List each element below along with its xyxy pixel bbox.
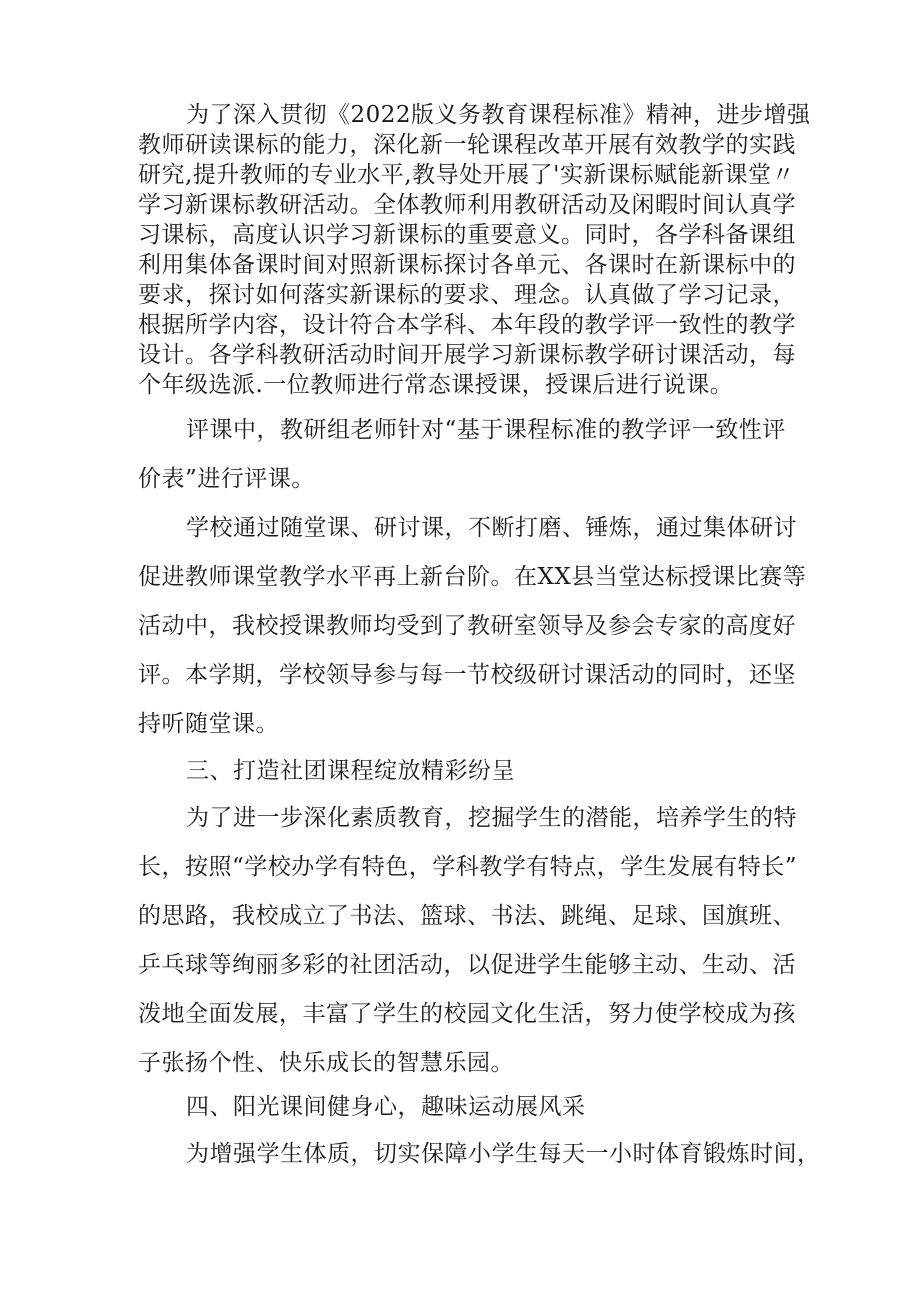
text-line: 学校通过随堂课、研讨课，不断打磨、锤炼，通过集体研讨 bbox=[186, 515, 797, 541]
section-heading-4 bbox=[138, 1083, 790, 1132]
text-line: 根据所学内容，设计符合本学科、本年段的教学评一致性的教学 bbox=[138, 312, 796, 338]
text-line: 乒乓球等绚丽多彩的社团活动，以促进学生能够主动、生动、活 bbox=[138, 952, 796, 978]
text-line: 为增强学生体质，切实保障小学生每天一小时体育锻炼时间， bbox=[186, 1141, 821, 1167]
text-line: 活动中，我校授课教师均受到了教研室领导及参会专家的高度好 bbox=[138, 613, 796, 639]
text-line: 评课中，教研组老师针对“基于课程标准的教学评一致性评 bbox=[186, 417, 786, 443]
text-line: 要求，探讨如何落实新课标的要求、理念。认真做了学习记录， bbox=[138, 282, 796, 308]
paragraph-3 bbox=[138, 504, 807, 749]
text-line: 利用集体备课时间对照新课标探讨各单元、各课时在新课标中的 bbox=[138, 252, 796, 278]
section-heading: 四、阳光课间健身心，趣味运动展风采 bbox=[186, 1094, 586, 1120]
text-line: 评。本学期，学校领导参与每一节校级研讨课活动的同时，还坚 bbox=[138, 662, 796, 688]
text-line: 泼地全面发展，丰富了学生的校园文化生活，努力使学校成为孩 bbox=[138, 1001, 796, 1027]
text-line: 长，按照“学校办学有特色，学科教学有特点，学生发展有特长” bbox=[138, 854, 798, 880]
text-line: 的思路，我校成立了书法、篮球、书法、跳绳、足球、国旗班、 bbox=[138, 903, 796, 929]
text-line: 设计。各学科教研活动时间开展学习新课标教学研讨课活动，每 bbox=[138, 342, 796, 368]
section-heading-3 bbox=[138, 747, 790, 796]
text-line: 为了进一步深化素质教育，挖掘学生的潜能，培养学生的特 bbox=[186, 805, 797, 831]
text-line: 为了深入贯彻《2022版义务教育课程标准》精神，进步增强 bbox=[186, 102, 811, 128]
paragraph-4 bbox=[138, 794, 798, 1088]
text-line: 价表”进行评课。 bbox=[138, 466, 315, 492]
paragraph-5 bbox=[138, 1130, 821, 1179]
text-line: 子张扬个性、快乐成长的智慧乐园。 bbox=[138, 1050, 514, 1076]
paragraph-2 bbox=[138, 406, 790, 504]
text-line: 学习新课标教研活动。全体教师利用教研活动及闲暇时间认真学 bbox=[138, 192, 796, 218]
section-heading: 三、打造社团课程绽放精彩纷呈 bbox=[186, 758, 515, 784]
text-line: 个年级选派.一位教师进行常态课授课，授课后进行说课。 bbox=[138, 372, 734, 398]
text-line: 持听随堂课。 bbox=[138, 711, 279, 737]
text-line: 促进教师课堂教学水平再上新台阶。在XX县当堂达标授课比赛等 bbox=[138, 564, 807, 590]
paragraph-1 bbox=[138, 100, 811, 400]
text-line: 研究,提升教师的专业水平,教导处开展了'实新课标赋能新课堂〃 bbox=[138, 162, 795, 188]
text-line: 习课标，高度认识学习新课标的重要意义。同时，各学科备课组 bbox=[138, 222, 796, 248]
text-line: 教师研读课标的能力，深化新一轮课程改革开展有效教学的实践 bbox=[138, 132, 796, 158]
